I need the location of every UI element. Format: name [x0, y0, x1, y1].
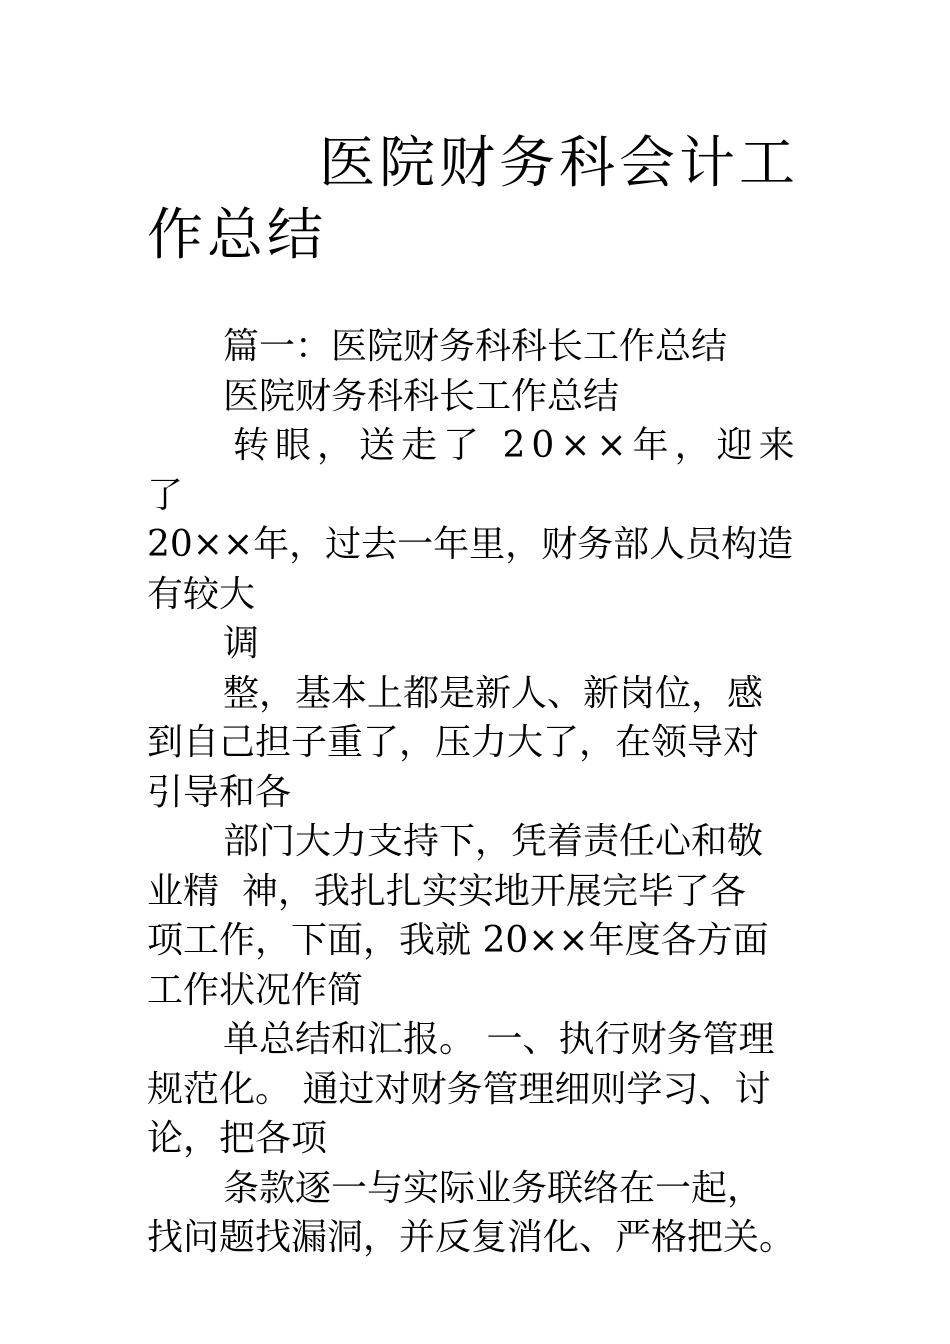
paragraph-line: 调 [223, 623, 260, 664]
paragraph-line: 部门大力支持下，凭着责任心和敬 [223, 821, 764, 862]
paragraph-line: 论，把各项 [147, 1118, 328, 1159]
paragraph-line: 有较大 [147, 573, 256, 615]
title-line-2: 作总结 [147, 203, 327, 268]
paragraph-line: 引导和各 [147, 771, 292, 813]
title-line-1: 医院财务科会计工 [319, 131, 799, 196]
document-title [147, 128, 827, 272]
document-body [147, 322, 809, 1263]
paragraph-line [147, 421, 809, 520]
section-heading: 篇一：医院财务科科长工作总结 [223, 326, 728, 367]
paragraph-line: 找问题找漏洞，并反复消化、严格把关。 [147, 1217, 796, 1258]
paragraph-line: 项工作，下面，我就 20××年度各方面 [147, 920, 769, 961]
paragraph-line: 规范化。 通过对财务管理细则学习、讨 [147, 1068, 771, 1110]
paragraph-line: 业精 神，我扎扎实实地开展完毕了各 [147, 870, 746, 912]
paragraph-line: 到自己担子重了，压力大了，在领导对 [147, 722, 760, 763]
subsection-heading: 医院财务科科长工作总结 [223, 375, 620, 417]
paragraph-line: 整，基本上都是新人、新岗位，感 [223, 672, 764, 714]
paragraph-text: 转眼，送走了 20××年，迎来了 [147, 425, 801, 516]
paragraph-line: 单总结和汇报。 一、执行财务管理 [223, 1019, 775, 1060]
paragraph-line: 20××年，过去一年里，财务部人员构造 [147, 524, 794, 565]
paragraph-line: 条款逐一与实际业务联络在一起， [223, 1167, 764, 1209]
paragraph-line: 工作状况作简 [147, 969, 364, 1011]
